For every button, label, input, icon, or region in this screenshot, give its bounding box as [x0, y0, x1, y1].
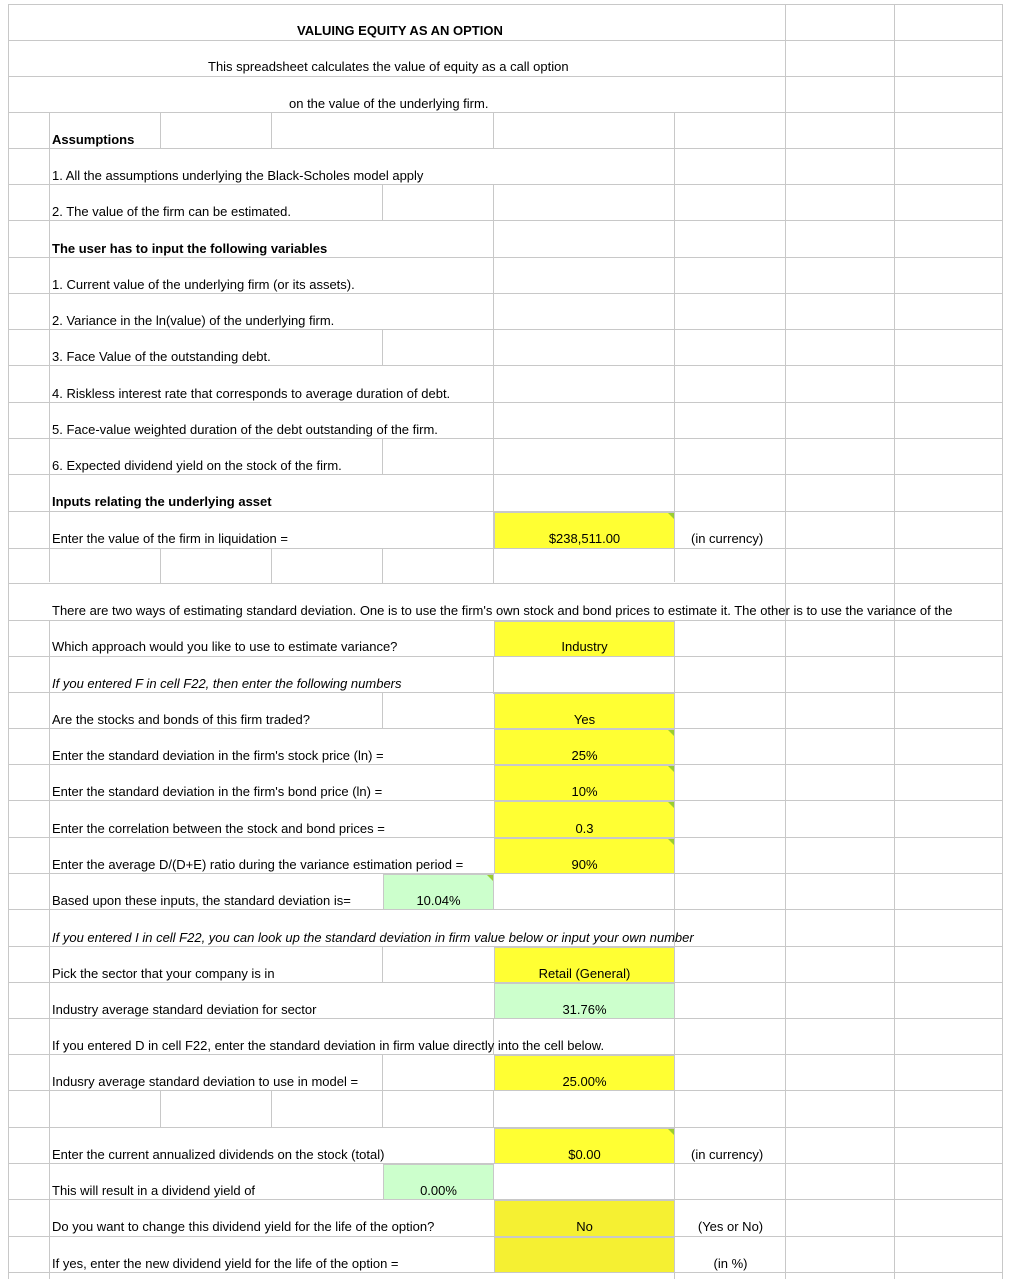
- grid-line: [8, 148, 1003, 149]
- assumption-2: 2. The value of the firm can be estimated.: [52, 204, 291, 219]
- grid-line: [1002, 4, 1003, 1279]
- grid-line: [8, 293, 1003, 294]
- grid-line: [160, 1090, 161, 1127]
- change-yield-unit: (Yes or No): [697, 1219, 764, 1234]
- page-title: VALUING EQUITY AS AN OPTION: [297, 23, 503, 38]
- grid-line: [8, 4, 9, 1279]
- firm-value-text[interactable]: $238,511.00: [548, 531, 621, 546]
- computed-sd-label: Based upon these inputs, the standard deviation is=: [52, 893, 351, 908]
- sector-label: Pick the sector that your company is in: [52, 966, 275, 981]
- model-sd-label: Indusry average standard deviation to use in model =: [52, 1074, 359, 1089]
- dividend-yield-label: This will result in a dividend yield of: [52, 1183, 256, 1198]
- grid-line: [8, 220, 1003, 221]
- traded-value[interactable]: Yes: [573, 712, 596, 727]
- grid-line: [160, 548, 161, 583]
- annual-dividend-value[interactable]: $0.00: [568, 1147, 601, 1162]
- approach-label: Which approach would you like to use to estimate variance?: [52, 639, 398, 654]
- grid-line: [8, 402, 1003, 403]
- annual-dividend-label: Enter the current annualized dividends on the stock (total): [52, 1147, 385, 1162]
- grid-line: [271, 112, 272, 149]
- model-sd-value[interactable]: 25.00%: [562, 1074, 607, 1089]
- correlation-value[interactable]: 0.3: [575, 821, 594, 836]
- grid-line: [8, 4, 1003, 5]
- computed-sd-value: 10.04%: [416, 893, 461, 908]
- change-yield-label: Do you want to change this dividend yield for the life of the option?: [52, 1219, 435, 1234]
- grid-line: [8, 474, 1003, 475]
- stock-sd-value[interactable]: 25%: [571, 748, 598, 763]
- grid-line: [8, 257, 1003, 258]
- assumptions-heading: Assumptions: [52, 132, 135, 147]
- grid-line: [160, 112, 161, 149]
- grid-line: [8, 909, 1003, 910]
- d-note: If you entered D in cell F22, enter the standard deviation in firm value directly into the cell below.: [52, 1038, 605, 1053]
- industry-sd-value: 31.76%: [562, 1002, 607, 1017]
- grid-line: [382, 692, 383, 729]
- grid-line: [8, 184, 1003, 185]
- de-ratio-value[interactable]: 90%: [571, 857, 598, 872]
- dividend-yield-value: 0.00%: [420, 1183, 457, 1198]
- stock-sd-label: Enter the standard deviation in the firm's stock price (ln) =: [52, 748, 384, 763]
- grid-line: [894, 4, 895, 1279]
- grid-line: [382, 438, 383, 475]
- user-input-2: 2. Variance in the ln(value) of the underlying firm.: [52, 313, 335, 328]
- grid-line: [8, 40, 1003, 41]
- grid-line: [8, 365, 1003, 366]
- grid-line: [493, 1090, 494, 1127]
- new-yield-unit: (in %): [713, 1256, 748, 1271]
- firm-value-unit: (in currency): [691, 531, 764, 546]
- new-yield-value[interactable]: [494, 1256, 675, 1272]
- grid-line: [493, 656, 494, 694]
- grid-line: [382, 1090, 383, 1127]
- i-note: If you entered I in cell F22, you can look up the standard deviation in firm value below or input your own number: [52, 930, 694, 945]
- user-input-4: 4. Riskless interest rate that corresponds to average duration of debt.: [52, 386, 451, 401]
- user-input-1: 1. Current value of the underlying firm (or its assets).: [52, 277, 355, 292]
- user-input-5: 5. Face-value weighted duration of the debt outstanding of the firm.: [52, 422, 438, 437]
- grid-line: [493, 112, 494, 149]
- user-inputs-heading: The user has to input the following variables: [52, 241, 328, 256]
- sector-value[interactable]: Retail (General): [538, 966, 631, 981]
- correlation-label: Enter the correlation between the stock and bond prices =: [52, 821, 385, 836]
- annual-dividend-unit: (in currency): [691, 1147, 764, 1162]
- grid-line: [382, 946, 383, 983]
- assumption-1: 1. All the assumptions underlying the Black-Scholes model apply: [52, 168, 424, 183]
- variance-note: There are two ways of estimating standard deviation. One is to use the firm's own stock and bond prices to estimate it. The other is to use the variance of the: [52, 603, 953, 618]
- de-ratio-label: Enter the average D/(D+E) ratio during the variance estimation period =: [52, 857, 464, 872]
- industry-sd-label: Industry average standard deviation for sector: [52, 1002, 317, 1017]
- intro-line-2: on the value of the underlying firm.: [289, 96, 489, 111]
- grid-line: [493, 184, 494, 548]
- traded-label: Are the stocks and bonds of this firm traded?: [52, 712, 310, 727]
- grid-line: [8, 438, 1003, 439]
- grid-line: [785, 4, 786, 1279]
- grid-line: [271, 1090, 272, 1127]
- user-input-3: 3. Face Value of the outstanding debt.: [52, 349, 271, 364]
- new-yield-label: If yes, enter the new dividend yield for the life of the option =: [52, 1256, 399, 1271]
- grid-line: [8, 112, 1003, 113]
- grid-line: [382, 548, 383, 583]
- f-note: If you entered F in cell F22, then enter the following numbers: [52, 676, 402, 691]
- firm-value-label: Enter the value of the firm in liquidation =: [52, 531, 288, 546]
- approach-value[interactable]: Industry: [561, 639, 608, 654]
- grid-line: [271, 548, 272, 583]
- grid-line: [382, 1054, 383, 1091]
- user-input-6: 6. Expected dividend yield on the stock of the firm.: [52, 458, 342, 473]
- grid-line: [382, 184, 383, 221]
- grid-line: [382, 329, 383, 366]
- bond-sd-value[interactable]: 10%: [571, 784, 598, 799]
- asset-inputs-heading: Inputs relating the underlying asset: [52, 494, 272, 509]
- grid-line: [493, 548, 494, 583]
- grid-line: [49, 620, 50, 1279]
- grid-line: [8, 583, 1003, 584]
- change-yield-value[interactable]: No: [576, 1219, 593, 1234]
- grid-line: [8, 329, 1003, 330]
- grid-line: [8, 76, 1003, 77]
- intro-line-1: This spreadsheet calculates the value of equity as a call option: [208, 59, 569, 74]
- bond-sd-label: Enter the standard deviation in the firm's bond price (ln) =: [52, 784, 383, 799]
